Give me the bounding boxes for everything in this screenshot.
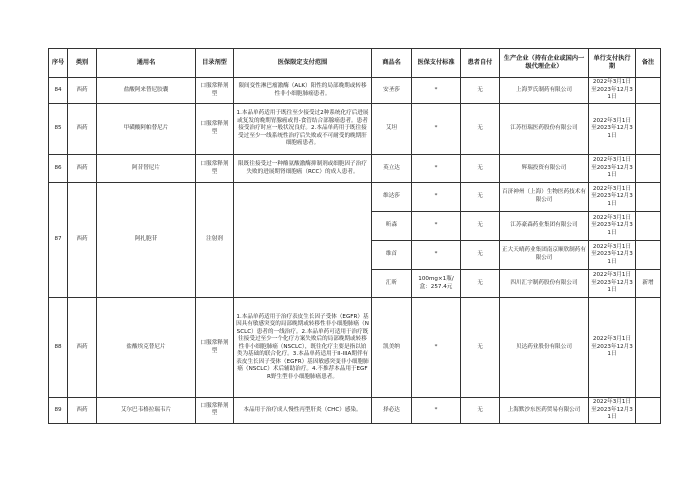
row-manufacturer: 贝达药业股份有限公司 — [500, 298, 589, 398]
row-manufacturer: 江苏恒瑞医药股份有限公司 — [500, 104, 589, 155]
row-copay: 无 — [461, 183, 500, 212]
row-brand: 安圣莎 — [372, 78, 412, 104]
col-header-no: 序号 — [49, 49, 68, 78]
row-scope: 限间变性淋巴瘤激酶（ALK）阳性的局部晚期或转移性非小细胞肺癌患者。 — [234, 78, 372, 104]
row-copay: 无 — [461, 78, 500, 104]
row-manufacturer: 正大天晴药业集团南京顺欣制药有限公司 — [500, 241, 589, 270]
col-header-scope: 医保限定支付范围 — [234, 49, 372, 78]
row-standard: * — [412, 155, 461, 183]
row-no: 85 — [49, 104, 68, 155]
row-dosage-form: 口服常释剂型 — [196, 298, 234, 398]
row-note — [636, 398, 661, 424]
row-copay: 无 — [461, 241, 500, 270]
row-category: 西药 — [68, 398, 97, 424]
row-period: 2022年3月1日至2023年12月31日 — [589, 78, 636, 104]
row-period: 2022年3月1日至2023年12月31日 — [589, 241, 636, 270]
row-category: 西药 — [68, 155, 97, 183]
row-manufacturer: 上海默沙东医药贸易有限公司 — [500, 398, 589, 424]
row-period: 2022年3月1日至2023年12月31日 — [589, 298, 636, 398]
row-note — [636, 298, 661, 398]
row-standard: * — [412, 212, 461, 241]
col-header-dosage-form: 目录剂型 — [196, 49, 234, 78]
row-copay: 无 — [461, 398, 500, 424]
row-category: 西药 — [68, 298, 97, 398]
row-note — [636, 78, 661, 104]
row-standard: * — [412, 298, 461, 398]
col-header-manufacturer: 生产企业（持有企业或国内一级代理企业） — [500, 49, 589, 78]
row-manufacturer: 四川汇宇制药股份有限公司 — [500, 270, 589, 298]
table-row — [49, 155, 661, 183]
row-manufacturer: 百济神州（上海）生物医药技术有限公司 — [500, 183, 589, 212]
row-generic-name: 盐酸阿来替尼胶囊 — [97, 78, 196, 104]
row-generic-name: 阿昔替尼片 — [97, 155, 196, 183]
row-copay: 无 — [461, 298, 500, 398]
row-generic-name: 阿扎胞苷 — [97, 183, 196, 298]
row-standard: * — [412, 398, 461, 424]
row-period: 2022年3月1日至2023年12月31日 — [589, 398, 636, 424]
row-period: 2022年3月1日至2023年12月31日 — [589, 183, 636, 212]
row-scope: 1.本品单药适用于既往至少接受过2种系统化疗后进展或复发的晚期胃腺癌或胃-食管结合部腺癌患者。患者接受治疗时应一般状况良好。2.本品单药用于既往接受过至少一线系统性治疗后失败或不可耐受的晚期肝细胞癌患者。 — [234, 104, 372, 155]
col-header-note: 备注 — [636, 49, 661, 78]
col-header-period: 单行支付执行期 — [589, 49, 636, 78]
row-standard: * — [412, 104, 461, 155]
row-generic-name: 甲磺酸阿帕替尼片 — [97, 104, 196, 155]
header-row — [49, 49, 661, 78]
row-manufacturer: 上海罗氏制药有限公司 — [500, 78, 589, 104]
row-scope — [234, 183, 372, 298]
col-header-category: 类别 — [68, 49, 97, 78]
row-no: 86 — [49, 155, 68, 183]
row-no: 87 — [49, 183, 68, 298]
row-brand: 择必达 — [372, 398, 412, 424]
row-brand: 凯美纳 — [372, 298, 412, 398]
row-copay: 无 — [461, 104, 500, 155]
row-copay: 无 — [461, 212, 500, 241]
row-brand: 汇昕 — [372, 270, 412, 298]
row-note — [636, 212, 661, 241]
row-note: 新增 — [636, 270, 661, 298]
col-header-brand: 商品名 — [372, 49, 412, 78]
row-period: 2022年3月1日至2023年12月31日 — [589, 155, 636, 183]
row-scope: 限既往接受过一种酪氨酸激酶抑制剂或细胞因子治疗失败的进展期肾细胞癌（RCC）的成人患者。 — [234, 155, 372, 183]
row-standard: * — [412, 183, 461, 212]
row-copay: 无 — [461, 270, 500, 298]
row-dosage-form: 口服常释剂型 — [196, 78, 234, 104]
row-period: 2022年3月1日至2023年12月31日 — [589, 212, 636, 241]
col-header-generic-name: 通用名 — [97, 49, 196, 78]
row-scope: 1.本品单药适用于治疗表皮生长因子受体（EGFR）基因具有敏感突变的局部晚期或转移性非小细胞肺癌（NSCLC）患者的一线治疗。2.本品单药可适用于治疗既往接受过至少一个化疗方案失败后的局部晚期或转移性非小细胞肺癌（NSCLC），既往化疗主要是指以铂类为基础的联合化疗。3.本品单药适用于II-IIIA期伴有表皮生长因子受体（EGFR）基因敏感突变非小细胞肺癌（NSCLC）术后辅助治疗。4.不推荐本品用于EGFR野生型非小细胞肺癌患者。 — [234, 298, 372, 398]
row-dosage-form: 口服常释剂型 — [196, 398, 234, 424]
row-no: 89 — [49, 398, 68, 424]
row-manufacturer: 江苏豪森药业集团有限公司 — [500, 212, 589, 241]
row-note — [636, 241, 661, 270]
row-no: 88 — [49, 298, 68, 398]
table-row — [49, 298, 661, 398]
row-brand: 艾坦 — [372, 104, 412, 155]
row-category: 西药 — [68, 183, 97, 298]
row-generic-name: 盐酸埃克替尼片 — [97, 298, 196, 398]
row-brand: 昕森 — [372, 212, 412, 241]
table-row — [49, 78, 661, 104]
row-standard: 100mg×1瓶/盒：257.4元 — [412, 270, 461, 298]
row-brand: 维达莎 — [372, 183, 412, 212]
row-brand: 维首 — [372, 241, 412, 270]
row-category: 西药 — [68, 78, 97, 104]
table-row — [49, 104, 661, 155]
row-brand: 英立达 — [372, 155, 412, 183]
table-row — [49, 183, 661, 212]
row-dosage-form: 口服常释剂型 — [196, 155, 234, 183]
row-period: 2022年3月1日至2023年12月31日 — [589, 104, 636, 155]
row-dosage-form: 注射剂 — [196, 183, 234, 298]
drug-reimbursement-table — [48, 48, 661, 424]
row-note — [636, 104, 661, 155]
row-period: 2022年3月1日至2023年12月31日 — [589, 270, 636, 298]
row-note — [636, 183, 661, 212]
row-standard: * — [412, 241, 461, 270]
row-generic-name: 艾尔巴韦格拉瑞韦片 — [97, 398, 196, 424]
row-standard: * — [412, 78, 461, 104]
col-header-standard: 医保支付标准 — [412, 49, 461, 78]
row-dosage-form: 口服常释剂型 — [196, 104, 234, 155]
row-note — [636, 155, 661, 183]
row-scope: 本品用于治疗成人慢性丙型肝炎（CHC）感染。 — [234, 398, 372, 424]
row-manufacturer: 辉瑞投资有限公司 — [500, 155, 589, 183]
col-header-copay: 患者自付 — [461, 49, 500, 78]
row-category: 西药 — [68, 104, 97, 155]
row-copay: 无 — [461, 155, 500, 183]
row-no: 84 — [49, 78, 68, 104]
table-row — [49, 398, 661, 424]
